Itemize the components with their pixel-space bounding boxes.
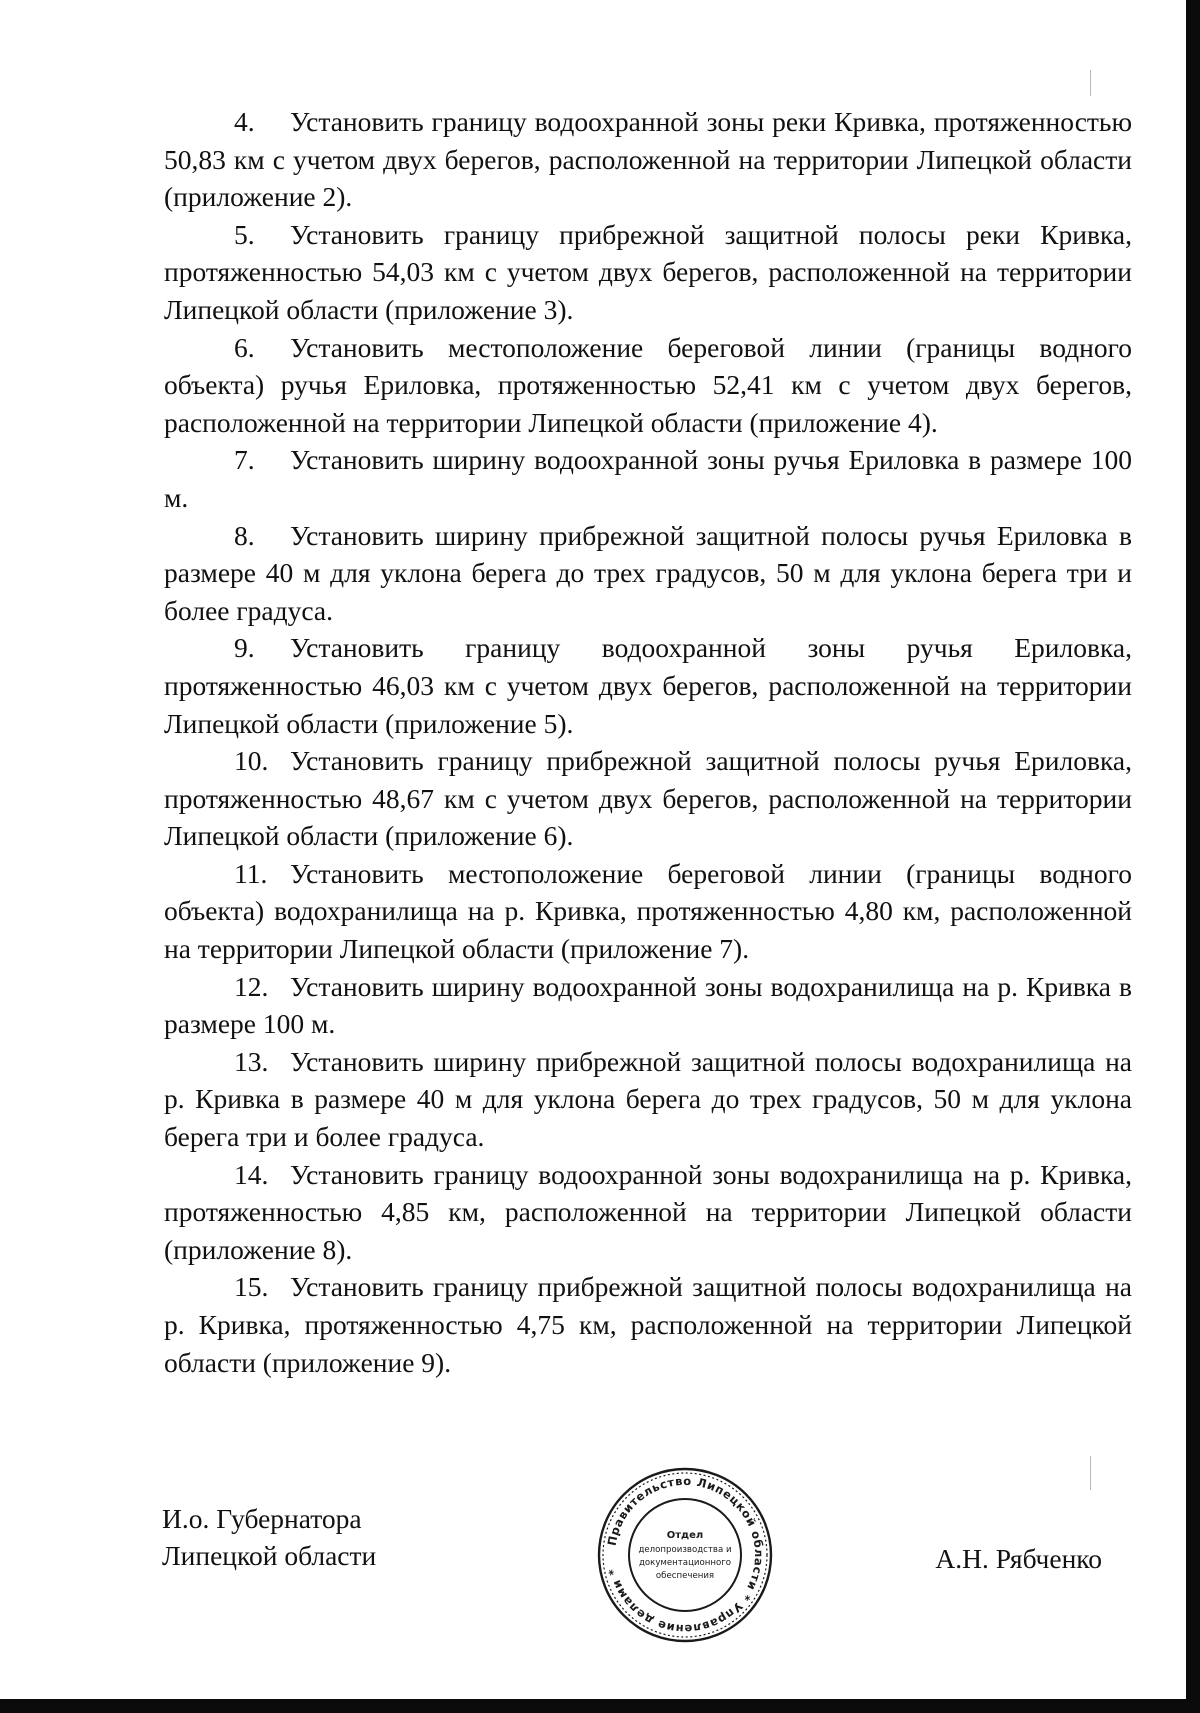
signatory-name: А.Н. Рябченко — [935, 1543, 1102, 1574]
signatory-position — [162, 1500, 376, 1574]
clause-8 — [164, 517, 1132, 630]
stamp-center-line-4: обеспечения — [655, 1571, 715, 1581]
official-stamp — [596, 1466, 774, 1644]
clause-text: Установить ширину прибрежной защитной полосы водохранилища на р. Кривка в размере 40 м для уклона берега до трех градусов, 50 м для уклона берега три и более градуса. — [164, 1045, 1132, 1153]
clause-text: Установить границу прибрежной защитной полосы водохранилища на р. Кривка, протяженностью 4,75 км, расположенной на территории Липецкой области (приложение 9). — [164, 1271, 1132, 1378]
clause-text: Установить ширину водоохранной зоны водохранилища на р. Кривка в размере 100 м. — [164, 970, 1132, 1040]
clause-number: 6. — [234, 331, 255, 363]
scan-artifact — [1090, 1456, 1091, 1490]
clause-14 — [164, 1156, 1132, 1269]
clause-text: Установить границу водоохранной зоны водохранилища на р. Кривка, протяженностью 4,85 км, расположенной на территории Липецкой области (приложение 8). — [164, 1158, 1132, 1265]
clause-number: 11. — [234, 857, 268, 889]
clause-12 — [164, 968, 1132, 1043]
stamp-center-line-3: документационного — [638, 1558, 732, 1568]
clause-6 — [164, 329, 1132, 442]
clause-4 — [164, 103, 1132, 216]
stamp-dotted-ring — [603, 1473, 767, 1637]
scan-edge-bottom — [0, 1699, 1200, 1713]
clause-text: Установить ширину водоохранной зоны ручья Ериловка в размере 100 м. — [164, 444, 1132, 513]
clause-number: 8. — [234, 519, 255, 551]
clause-number: 4. — [234, 106, 255, 137]
stamp-inner-ring — [629, 1499, 741, 1611]
clause-5 — [164, 216, 1132, 329]
scan-artifact — [1090, 70, 1091, 96]
clause-text: Установить границу прибрежной защитной полосы ручья Ериловка, протяженностью 48,67 км с учетом двух берегов, расположенной на территории Липецкой области (приложение 6). — [164, 745, 1132, 852]
stamp-center-line-1: Отдел — [666, 1530, 704, 1541]
clause-text: Установить границу водоохранной зоны ручья Ериловка, протяженностью 46,03 км с учетом двух берегов, расположенной на территории Липецкой области (приложение 5). — [164, 632, 1132, 739]
clause-13 — [164, 1043, 1132, 1156]
clause-text: Установить местоположение береговой линии (границы водного объекта) ручья Ериловка, протяженностью 52,41 км с учетом двух берегов, расположенной на территории Липецкой области (приложение 4). — [164, 331, 1132, 438]
clause-10 — [164, 742, 1132, 855]
scan-edge-right — [1186, 0, 1200, 1713]
position-line-1: И.о. Губернатора — [162, 1503, 362, 1534]
clause-7 — [164, 441, 1132, 516]
clause-number: 9. — [234, 632, 255, 664]
position-line-2: Липецкой области — [162, 1540, 377, 1571]
clause-11 — [164, 855, 1132, 968]
clause-text: Установить границу прибрежной защитной полосы реки Кривка, протяженностью 54,03 км с учетом двух берегов, расположенной на территории Липецкой области (приложение 3). — [164, 218, 1132, 325]
clause-number: 10. — [234, 745, 269, 777]
clause-number: 13. — [234, 1045, 269, 1077]
clause-text: Установить ширину прибрежной защитной полосы ручья Ериловка в размере 40 м для уклона берега до трех градусов, 50 м для уклона берега три и более градуса. — [164, 519, 1132, 626]
clause-15 — [164, 1268, 1132, 1381]
stamp-outer-ring — [599, 1469, 771, 1641]
clause-9 — [164, 629, 1132, 742]
clause-number: 7. — [234, 444, 255, 476]
stamp-center-line-2: делопроизводства и — [638, 1545, 732, 1555]
clause-text: Установить местоположение береговой линии (границы водного объекта) водохранилища на р. Кривка, протяженностью 4,80 км, расположенной на территории Липецкой области (приложение 7). — [164, 857, 1132, 965]
clause-number: 15. — [234, 1271, 269, 1303]
clause-text: Установить границу водоохранной зоны реки Кривка, протяженностью 50,83 км с учетом двух берегов, расположенной на территории Липецкой области (приложение 2). — [164, 106, 1132, 213]
clause-number: 14. — [234, 1158, 269, 1190]
clauses-list — [164, 103, 1132, 1381]
clause-number: 12. — [234, 970, 269, 1002]
clause-number: 5. — [234, 218, 255, 250]
stamp-seal-icon — [596, 1466, 774, 1644]
stamp-ring-text: Правительство Липецкой области * Управление делами * — [604, 1473, 767, 1637]
